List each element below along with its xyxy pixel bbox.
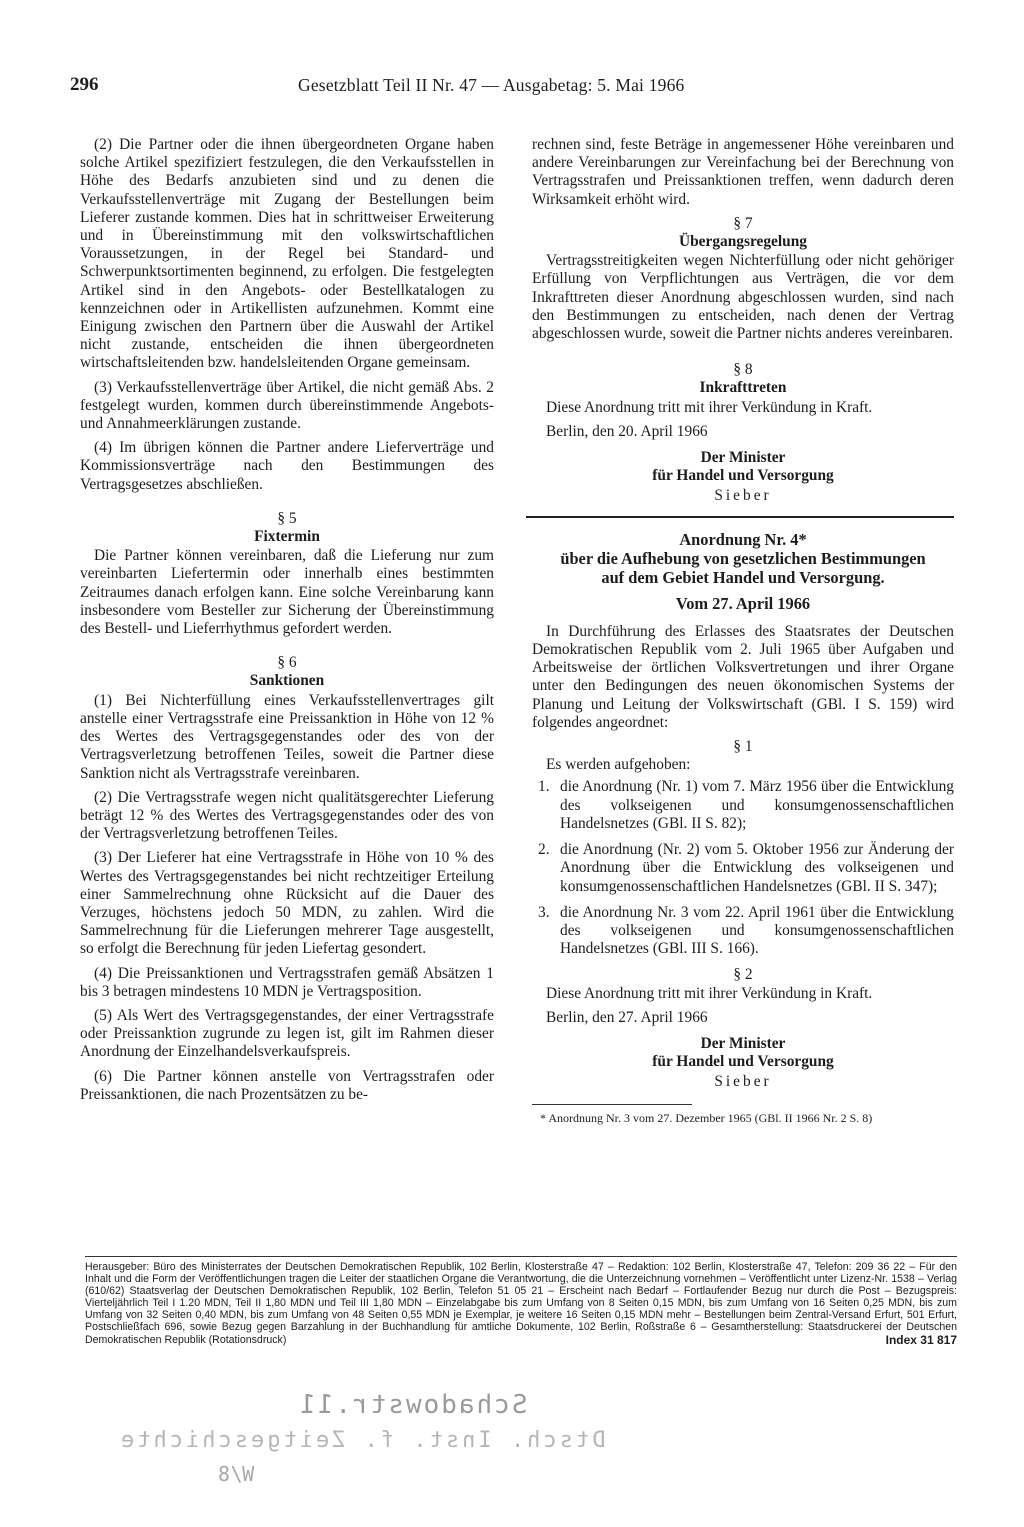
- order-title: auf dem Gebiet Handel und Versorgung.: [601, 567, 885, 587]
- section-title: Sanktionen: [249, 672, 325, 690]
- paragraph: (2) Die Partner oder die ihnen übergeordneten Organe haben solche Artikel spezifiziert festzulegen, die den Verkaufsstellen in Höhe des Bedarfs anzubieten sind und zu denen die Verkaufsstellenverträge mit Zugang der Bestellungen beim Lieferer zustande kommen. Dies hat in schrittweiser Erweiterung und in Übereinstimmung mit den volkswirtschaftlichen Voraussetzungen, in der Regel bei Standard- und Schwerpunktsortimenten beginnend, zu erfolgen. Die festgelegten Artikel sind in den Angebots- oder Bestellkatalogen zu kennzeichnen oder in Artikellisten aufzunehmen. Kommt eine Einigung zwischen den Partnern über die Auswahl der Artikel nicht zustande, entscheiden die ihnen übergeordneten wirtschaftsleitenden bzw. handelsleitenden Organe gemeinsam.: [80, 136, 494, 372]
- signature-title: Der Minister: [700, 1034, 786, 1052]
- section-title: Fixtermin: [254, 528, 320, 546]
- paragraph: (3) Der Lieferer hat eine Vertragsstrafe in Höhe von 10 % des Wertes des Vertragsgegenstandes bei nicht rechtzeitiger Erteilung einer Sammelrechnung ohne Rücksicht auf die Dauer des Verzuges, höchstens jedoch 50 MDN, zu zahlen. Wird die Sammelrechnung für die Lieferungen mehrerer Tage ausgestellt, so erfolgt die Berechnung für jeden Liefertag gesondert.: [80, 849, 494, 958]
- section-number: § 7: [733, 214, 753, 232]
- order-title: Anordnung Nr. 4*: [679, 529, 807, 549]
- paragraph: Diese Anordnung tritt mit ihrer Verkündung in Kraft.: [546, 398, 873, 416]
- date-line: Berlin, den 20. April 1966: [546, 422, 708, 440]
- date-line: Berlin, den 27. April 1966: [546, 1008, 708, 1026]
- signature-name: Sieber: [714, 1073, 772, 1091]
- list-lead: Es werden aufgehoben:: [546, 756, 691, 774]
- repealed-list: [532, 778, 954, 958]
- paragraph: (4) Die Preissanktionen und Vertragsstrafen gemäß Absätzen 1 bis 3 betragen mindestens 10 MDN je Vertragsposition.: [80, 964, 494, 1000]
- signature-name: Sieber: [714, 487, 772, 505]
- paragraph: Die Partner können vereinbaren, daß die Lieferung nur zum vereinbarten Liefertermin oder innerhalb eines bestimmten Zeitraumes danach erfolgen kann. Eine solche Vereinbarung kann insbesondere vom Besteller zur Sicherung der Übereinstimmung des Bestell- und Lieferrhythmus gefordert werden.: [80, 547, 494, 638]
- paragraph: (2) Die Vertragsstrafe wegen nicht qualitätsgerechter Lieferung beträgt 12 % des Wertes des Vertragsgegenstandes oder des von der Vertragsverletzung betroffenen Teiles.: [80, 788, 494, 843]
- order-title: über die Aufhebung von gesetzlichen Bestimmungen: [560, 548, 926, 568]
- library-stamp-line: Dtsch. Inst. f. Zeitgeschichte: [118, 1428, 606, 1453]
- footnote: * Anordnung Nr. 3 vom 27. Dezember 1965 (GBl. II 1966 Nr. 2 S. 8): [540, 1110, 873, 1125]
- paragraph: Vertragsstreitigkeiten wegen Nichterfüllung oder nicht gehöriger Erfüllung von Verpflichtungen aus Verträgen, die vor dem Inkrafttreten dieser Anordnung abgeschlossen wurden, sind nach den Bestimmungen zu entscheiden, nach denen der Vertrag abgeschlossen wurde, soweit die Partner nichts anderes vereinbaren.: [532, 252, 954, 343]
- library-stamp-line: W/8: [218, 1462, 255, 1486]
- list-item: 2. die Anordnung (Nr. 2) vom 5. Oktober 1956 zur Änderung der Anordnung über die Entwicklung des volkseigenen und konsumgenossenschaftlichen Handelsnetzes (GBl. II S. 347);: [538, 841, 954, 895]
- paragraph: (4) Im übrigen können die Partner andere Lieferverträge und Kommissionsverträge nach den Bestimmungen des Vertragsgesetzes abschließen.: [80, 439, 494, 493]
- paragraph: (6) Die Partner können anstelle von Vertragsstrafen oder Preissanktionen, die nach Prozentsätzen zu be-: [80, 1067, 494, 1103]
- paragraph: rechnen sind, feste Beträge in angemessener Höhe vereinbaren und andere Vereinbarungen zur Vereinfachung bei der Berechnung von Vertragsstrafen und Preissanktionen treffen, wenn dadurch deren Wirksamkeit erhöht wird.: [532, 136, 954, 208]
- section-number: § 5: [277, 509, 297, 527]
- section-number: § 8: [733, 361, 753, 379]
- section-title: Inkrafttreten: [699, 379, 787, 397]
- paragraph: (5) Als Wert des Vertragsgegenstandes, der einer Vertragsstrafe oder Preissanktion zugrunde zu legen ist, gilt im Rahmen dieser Anordnung der Einzelhandelsverkaufspreis.: [80, 1006, 494, 1061]
- paragraph: In Durchführung des Erlasses des Staatsrates der Deutschen Demokratischen Republik vom 2. Juli 1965 über Aufgaben und Arbeitsweise der örtlichen Volksvertretungen und ihrer Organe unter den Bedingungen des neuen ökonomischen Systems der Planung und Leitung der Volkswirtschaft (GBl. I S. 159) wird folgendes angeordnet:: [532, 622, 954, 731]
- list-item: 1. die Anordnung (Nr. 1) vom 7. März 1956 über die Entwicklung des volkseigenen und konsumgenossenschaftlichen Handelsnetzes (GBl. II S. 82);: [538, 778, 954, 832]
- index-number: Index 31 817: [885, 1332, 957, 1347]
- section-number: § 1: [733, 738, 753, 756]
- running-head: Gesetzblatt Teil II Nr. 47 — Ausgabetag: 5. Mai 1966: [298, 75, 685, 95]
- signature-title: Der Minister: [700, 449, 786, 467]
- imprint-text: Herausgeber: Büro des Ministerrates der Deutschen Demokratischen Republik, 102 Berlin, Klosterstraße 47 – Redaktion: 102 Berlin, Klosterstraße 47, Telefon: 209 36 22 – Für den Inhalt und die Form der Veröffentlichungen tragen die Leiter der staatlichen Organe die Verantwortung, die die Unterzeichnung vornehmen – Veröffentlicht unter Lizenz-Nr. 1538 – Verlag (610/62) Staatsverlag der Deutschen Demokratischen Republik, 102 Berlin, Telefon 51 05 21 – Erscheint nach Bedarf – Fortlaufender Bezug nur durch die Post – Bezugspreis: Vierteljährlich Teil I 1.20 MDN, Teil II 1,80 MDN und Teil III 1,80 MDN – Einzelabgabe bis zum Umfang von 8 Seiten 0,15 MDN, bis zum Umfang von 16 Seiten 0,25 MDN, bis zum Umfang von 32 Seiten 0,40 MDN, bis zum Umfang von 48 Seiten 0,55 MDN je Exemplar, je weitere 16 Seiten 0,15 MDN mehr – Bestellungen beim Zentral-Versand Erfurt, 501 Erfurt, Postschließfach 696, sowie Bezug gegen Barzahlung in der Buchhandlung für amtliche Dokumente, 102 Berlin, Roßstraße 6 – Gesamtherstellung: Staatsdruckerei der Deutschen Demokratischen Republik (Rotationsdruck): [85, 1261, 957, 1346]
- list-item: 3. die Anordnung Nr. 3 vom 22. April 1961 über die Entwicklung des volkseigenen und konsumgenossenschaftlichen Handelsnetzes (GBl. III S. 166).: [538, 903, 954, 958]
- left-column: [80, 136, 494, 1110]
- right-column: [532, 136, 954, 1125]
- library-stamp-line: Schadowstr.11: [298, 1390, 528, 1420]
- section-number: § 6: [277, 654, 297, 672]
- page-number: 296: [70, 74, 99, 95]
- section-title: Übergangsregelung: [679, 233, 807, 251]
- signature-ministry: für Handel und Versorgung: [652, 1053, 834, 1071]
- order-date: Vom 27. April 1966: [675, 593, 811, 613]
- imprint: [85, 1256, 957, 1346]
- footnote-rule: [532, 1104, 692, 1105]
- signature-ministry: für Handel und Versorgung: [652, 467, 834, 485]
- paragraph: (1) Bei Nichterfüllung eines Verkaufsstellenvertrages gilt anstelle einer Vertragsstrafe eine Preissanktion in Höhe von 12 % des Wertes des Vertragsgegenstandes oder des von der Vertragsverletzung betroffenen Teiles, soweit die Partner diese Sanktion nicht als Vertragsstrafe vereinbaren.: [80, 691, 494, 782]
- paragraph: (3) Verkaufsstellenverträge über Artikel, die nicht gemäß Abs. 2 festgelegt wurden, kommen durch übereinstimmende Angebots- und Annahmeerklärungen zustande.: [80, 378, 494, 433]
- section-divider: [526, 516, 954, 518]
- section-number: § 2: [733, 966, 753, 984]
- paragraph: Diese Anordnung tritt mit ihrer Verkündung in Kraft.: [546, 984, 873, 1002]
